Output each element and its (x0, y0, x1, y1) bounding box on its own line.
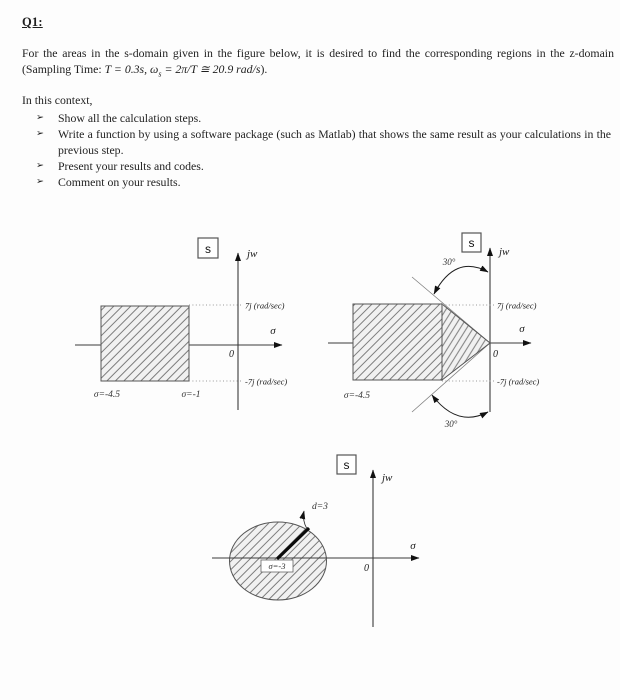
bullet-arrow-icon: ➢ (36, 175, 44, 187)
hatched-triangle-region (442, 304, 490, 380)
upper-angle-label: 30° (442, 257, 456, 267)
s-plane-figure-2 (325, 228, 620, 435)
upper-freq-label: 7j (rad/sec) (497, 300, 537, 311)
list-item-text: Present your results and codes. (58, 159, 204, 174)
math-expression: T = 0.3s, ω (104, 62, 159, 77)
upper-freq-label: 7j (rad/sec) (245, 300, 285, 311)
origin-label: 0 (493, 349, 498, 360)
list-item (22, 159, 614, 175)
sigma-axis-label: σ (410, 540, 416, 552)
center-label: σ=-3 (268, 561, 286, 571)
left-bound-label: σ=-4.5 (93, 390, 121, 400)
jw-axis-label: jw (499, 246, 510, 258)
right-bound-label: σ=-1 (181, 390, 201, 400)
list-item-text: Write a function by using a software package (such as Matlab) that shows the same result as your calculations in the previous step. (58, 127, 611, 158)
bullet-arrow-icon: ➢ (36, 128, 44, 140)
lower-angle-arc (432, 395, 488, 417)
sigma-axis-label: σ (519, 323, 525, 335)
plane-label: s (343, 458, 350, 472)
lower-freq-label: -7j (rad/sec) (245, 376, 288, 387)
question-title: Q1: (22, 15, 43, 29)
bullet-arrow-icon: ➢ (36, 112, 44, 124)
sigma-axis-label: σ (270, 325, 276, 337)
hatched-rectangle-region (353, 304, 442, 380)
origin-label: 0 (364, 563, 369, 574)
left-bound-label: σ=-4.5 (343, 391, 371, 401)
radius-callout-arrow (303, 511, 307, 529)
upper-angle-arc (434, 266, 488, 294)
question-document (0, 0, 620, 191)
jw-axis-label: jw (247, 248, 258, 260)
requirements-list (22, 111, 614, 191)
math-expression-rest: = 2π/T ≅ 20.9 rad/s (161, 62, 261, 77)
intro-paragraph (22, 45, 614, 80)
plane-label: s (468, 236, 475, 250)
radius-label: d=3 (312, 502, 328, 512)
plane-label: s (205, 242, 211, 256)
origin-label: 0 (229, 349, 234, 360)
list-item-text: Show all the calculation steps. (58, 111, 202, 126)
intro-text-close: ). (260, 62, 268, 77)
lower-angle-label: 30° (444, 419, 458, 429)
s-plane-figure-3 (185, 450, 460, 665)
hatched-rectangle-region (101, 306, 189, 381)
intro-text: For the areas in the s-domain given in the figure below, it is desired to find the corresponding regions in the z-domain (Sampling Time: (22, 46, 614, 77)
list-item-text: Comment on your results. (58, 174, 181, 189)
list-item (22, 127, 614, 159)
list-item (22, 111, 614, 127)
list-item (22, 175, 614, 191)
jw-axis-label: jw (382, 472, 393, 484)
lower-freq-label: -7j (rad/sec) (497, 376, 540, 387)
s-plane-figure-1 (30, 233, 320, 415)
bullet-arrow-icon: ➢ (36, 160, 44, 172)
math-subscript: s (158, 69, 162, 79)
context-line: In this context, (22, 93, 93, 108)
